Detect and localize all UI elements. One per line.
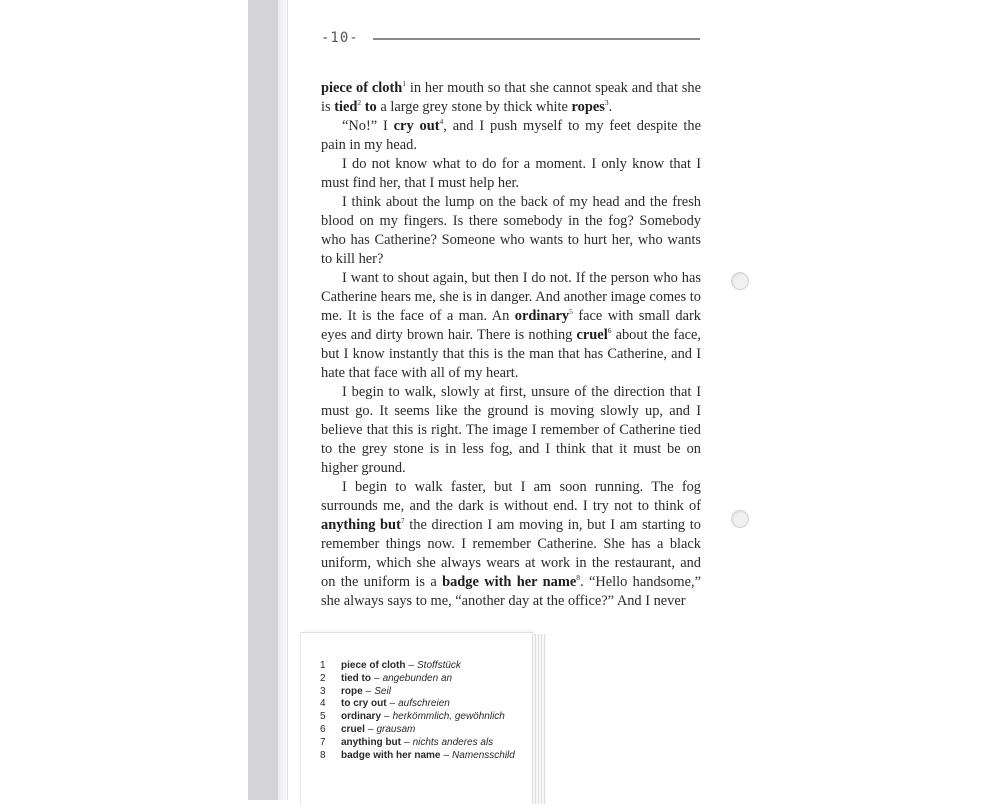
glossary-translation: Stoffstück bbox=[417, 660, 461, 671]
footnote-ref-3: 3 bbox=[604, 98, 609, 108]
glossary-separator: – bbox=[389, 698, 396, 710]
glossary-term: piece of cloth bbox=[341, 660, 406, 671]
vocab-term-5: ordinary bbox=[514, 308, 570, 324]
footnote-ref-7: 7 bbox=[400, 516, 405, 526]
page-header bbox=[321, 30, 701, 48]
glossary-item bbox=[320, 737, 530, 750]
glossary-number: 3 bbox=[320, 685, 326, 697]
footnote-ref-5: 5 bbox=[569, 307, 573, 317]
glossary-number: 7 bbox=[320, 736, 326, 748]
glossary-number: 5 bbox=[320, 711, 326, 723]
page-gutter-shadow bbox=[278, 0, 287, 800]
glossary-term: cruel bbox=[341, 723, 365, 735]
glossary-number: 8 bbox=[320, 749, 326, 761]
glossary-separator: – bbox=[374, 672, 380, 684]
paragraph-2: “No!” I cry out$^4$, and I push myself to my feet despite the pain in my head. bbox=[321, 117, 701, 153]
glossary-separator: – bbox=[404, 736, 410, 748]
glossary-item bbox=[320, 711, 530, 724]
paragraph-6: I begin to walk, slowly at first, unsure of the direction that I must go. It seems like the ground is moving slowly up, and I believe that this is right. The image I remember of Catherine tied to the grey stone is in less fog, and I think that it must be on higher ground. bbox=[321, 384, 701, 476]
story-text bbox=[321, 79, 701, 611]
glossary-number: 4 bbox=[320, 698, 326, 710]
page-gutter-edge bbox=[287, 0, 288, 800]
paragraph-7: I begin to walk faster, but I am soon running. The fog surrounds me, and the dark is without end. I try not to think of anything but$^7$ the direction I am moving in, but I am starting to remember things now. I remember Catherine. She has a black uniform, which she always wears at work in the restaurant, and on the uniform is a badge with her name$^8$. “Hello handsome,” she always says to me, “another day at the office?” And I never bbox=[321, 479, 702, 609]
vocab-term-8: badge with her name bbox=[442, 574, 577, 590]
vocab-term-2: tied bbox=[334, 99, 358, 115]
header-rule bbox=[373, 38, 700, 40]
glossary-separator: – bbox=[365, 685, 372, 697]
vocab-term-4: cry out bbox=[393, 118, 440, 134]
glossary-separator: – bbox=[384, 711, 390, 723]
glossary-term: ordinary bbox=[341, 711, 382, 723]
glossary-item bbox=[320, 686, 530, 699]
footnote-ref-4: 4 bbox=[439, 117, 444, 127]
glossary-list bbox=[320, 660, 530, 762]
glossary-translation: Seil bbox=[374, 685, 391, 697]
glossary-separator: – bbox=[367, 723, 374, 735]
vocab-term-2b: to bbox=[364, 99, 377, 115]
paragraph-4: I think about the lump on the back of my head and the fresh blood on my fingers. Is there somebody in the fog? Somebody who has Catherine? Someone who wants to hurt her, who wants to kill her? bbox=[321, 194, 701, 267]
glossary-term: anything but bbox=[341, 736, 401, 748]
vocab-term-6: cruel bbox=[576, 327, 608, 343]
glossary-term: rope bbox=[341, 685, 363, 697]
paragraph-5: I want to shout again, but then I do not. If the person who has Catherine hears me, she is in danger. And another image comes to me. It is the face of a man. An ordinary$^5$ face with small dark eyes and dirty brown hair. There is nothing cruel$^6$ about the face, but I know instantly that this is the man that has Catherine, and I hate that face with all of my heart. bbox=[321, 270, 701, 381]
glossary-item bbox=[320, 660, 530, 673]
footnote-ref-2: 2 bbox=[357, 98, 362, 108]
glossary-number: 1 bbox=[320, 660, 326, 671]
glossary-term: badge with her name bbox=[341, 749, 441, 761]
footnote-ref-1: 1 bbox=[402, 79, 406, 89]
footnote-ref-6: 6 bbox=[607, 326, 612, 336]
glossary-number: 2 bbox=[320, 672, 326, 684]
paragraph-1: piece of cloth$^1$ in her mouth so that she cannot speak and that she is tied$^2$ to a large grey stone by thick white ropes$^3$. bbox=[321, 79, 701, 115]
glossary-translation: Namensschild bbox=[452, 749, 515, 761]
binder-hole-top bbox=[731, 272, 749, 290]
glossary-translation: angebunden an bbox=[382, 672, 453, 684]
page-number: -10- bbox=[321, 30, 359, 46]
glossary-item bbox=[320, 673, 530, 686]
glossary-term: to cry out bbox=[341, 698, 387, 710]
glossary-translation: herkömmlich, gewöhnlich bbox=[392, 711, 505, 723]
glossary-item bbox=[320, 698, 530, 711]
glossary-item bbox=[320, 724, 530, 737]
binder-spine bbox=[248, 0, 278, 800]
footnote-ref-8: 8 bbox=[576, 573, 580, 583]
vocab-term-7: anything but bbox=[321, 517, 401, 533]
glossary-translation: aufschreien bbox=[398, 698, 450, 710]
paragraph-3: I do not know what to do for a moment. I only know that I must find her, that I must help her. bbox=[321, 156, 701, 191]
glossary-translation: nichts anderes als bbox=[412, 736, 494, 748]
glossary-separator: – bbox=[408, 660, 415, 671]
binder-hole-bottom bbox=[731, 510, 749, 528]
glossary-item bbox=[320, 750, 530, 763]
vocab-term-1: piece of cloth bbox=[321, 80, 403, 96]
glossary-translation: grausam bbox=[376, 723, 416, 735]
glossary-separator: – bbox=[443, 749, 450, 761]
vocab-term-3: ropes bbox=[571, 99, 605, 115]
glossary-card-edge bbox=[532, 634, 546, 804]
glossary-number: 6 bbox=[320, 723, 326, 735]
glossary-term: tied to bbox=[341, 672, 371, 684]
